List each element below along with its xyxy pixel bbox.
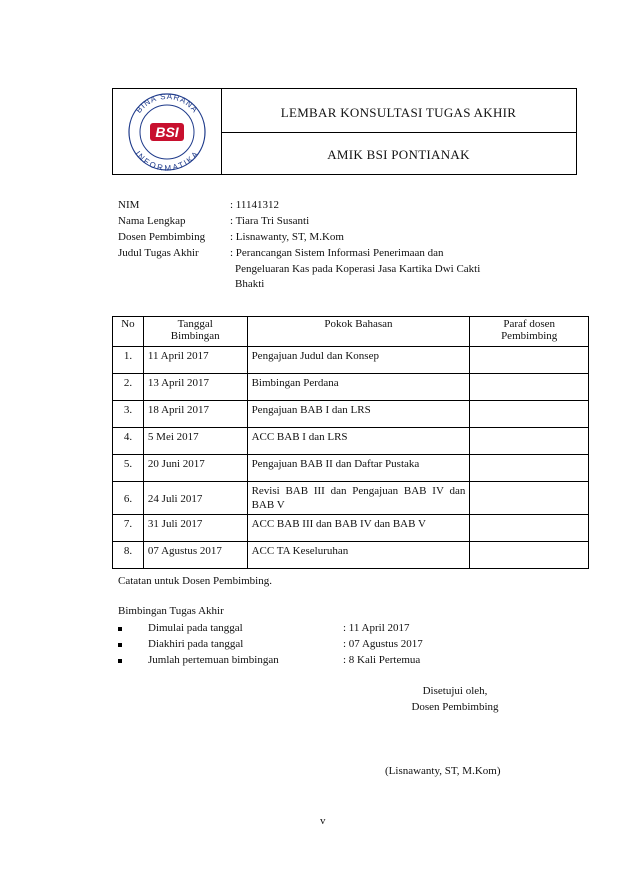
bimbingan-item-value: : 11 April 2017	[343, 622, 410, 634]
row-tanggal: 31 Juli 2017	[143, 515, 247, 542]
logo-text-top: BINA SARANA	[134, 91, 200, 115]
row-tanggal: 11 April 2017	[143, 347, 247, 374]
header-divider	[221, 132, 576, 133]
row-pokok: Pengajuan BAB II dan Daftar Pustaka	[247, 455, 470, 482]
row-pokok: Revisi BAB III dan Pengajuan BAB IV dan BAB V	[247, 482, 470, 515]
table-row	[113, 401, 589, 428]
judul-value-line-3: Bhakti	[235, 278, 265, 290]
header-tanggal	[143, 317, 247, 347]
table-row	[113, 347, 589, 374]
row-tanggal: 13 April 2017	[143, 374, 247, 401]
row-paraf	[470, 347, 589, 374]
row-no: 4.	[113, 428, 144, 455]
logo-text-bottom: INFORMATIKA	[133, 149, 201, 173]
document-title: LEMBAR KONSULTASI TUGAS AKHIR	[280, 105, 517, 120]
row-no: 2.	[113, 374, 144, 401]
header-paraf-line-1: Paraf dosen	[503, 318, 555, 330]
bimbingan-item-label: Jumlah pertemuan bimbingan	[148, 654, 279, 666]
row-pokok: Pengajuan Judul dan Konsep	[247, 347, 470, 374]
row-paraf	[470, 455, 589, 482]
table-row	[113, 428, 589, 455]
catatan-text: Catatan untuk Dosen Pembimbing.	[118, 575, 272, 587]
row-no: 8.	[113, 542, 144, 569]
row-paraf	[470, 374, 589, 401]
logo-cell	[113, 89, 222, 174]
row-no: 1.	[113, 347, 144, 374]
logo-inner-text: BSI	[155, 124, 179, 140]
bsi-logo	[122, 91, 212, 173]
document-subtitle: AMIK BSI PONTIANAK	[327, 147, 470, 162]
row-pokok: ACC BAB I dan LRS	[247, 428, 470, 455]
header-paraf-line-2: Pembimbing	[501, 330, 558, 342]
table-row	[113, 455, 589, 482]
judul-label: Judul Tugas Akhir	[118, 247, 199, 259]
bimbingan-item-label: Dimulai pada tanggal	[148, 622, 243, 634]
row-pokok: Pengajuan BAB I dan LRS	[247, 401, 470, 428]
row-no: 7.	[113, 515, 144, 542]
bullet-icon	[118, 627, 122, 631]
row-pokok: ACC BAB III dan BAB IV dan BAB V	[247, 515, 470, 542]
header-paraf	[470, 317, 589, 347]
nama-value: : Tiara Tri Susanti	[230, 215, 310, 227]
bullet-icon	[118, 643, 122, 647]
table-row	[113, 542, 589, 569]
bimbingan-item-value: : 07 Agustus 2017	[343, 638, 423, 650]
svg-text:BINA SARANA	[134, 92, 200, 115]
row-no: 5.	[113, 455, 144, 482]
dosen-label: Dosen Pembimbing	[118, 231, 206, 243]
row-tanggal: 07 Agustus 2017	[143, 542, 247, 569]
table-header-row	[113, 317, 589, 347]
table-row	[113, 374, 589, 401]
row-tanggal: 5 Mei 2017	[143, 428, 247, 455]
header-pokok: Pokok Bahasan	[247, 317, 470, 347]
header-no: No	[113, 317, 144, 347]
page-number: v	[320, 815, 326, 827]
bimbingan-item-value: : 8 Kali Pertemua	[343, 654, 421, 666]
nim-value: : 11141312	[230, 199, 279, 211]
row-paraf	[470, 542, 589, 569]
row-tanggal: 20 Juni 2017	[143, 455, 247, 482]
header-box	[112, 88, 577, 175]
table-row	[113, 515, 589, 542]
row-pokok: Bimbingan Perdana	[247, 374, 470, 401]
nama-label: Nama Lengkap	[118, 215, 186, 227]
approval-signer: (Lisnawanty, ST, M.Kom)	[385, 765, 501, 777]
header-tanggal-line-2: Bimbingan	[170, 330, 220, 342]
row-tanggal: 18 April 2017	[143, 401, 247, 428]
header-tanggal-line-1: Tanggal	[177, 318, 213, 330]
row-paraf	[470, 401, 589, 428]
judul-value-line-1: : Perancangan Sistem Informasi Penerimaan dan	[230, 247, 444, 259]
row-paraf	[470, 515, 589, 542]
judul-value-line-2: Pengeluaran Kas pada Koperasi Jasa Kartika Dwi Cakti	[235, 263, 481, 275]
dosen-value: : Lisnawanty, ST, M.Kom	[230, 231, 344, 243]
row-paraf	[470, 482, 589, 515]
bimbingan-item-label: Diakhiri pada tanggal	[148, 638, 244, 650]
row-no: 6.	[113, 482, 144, 515]
approval-line-2: Dosen Pembimbing	[411, 701, 499, 713]
consultation-table	[112, 316, 589, 569]
nim-label: NIM	[118, 199, 140, 211]
bimbingan-heading: Bimbingan Tugas Akhir	[118, 605, 224, 617]
table-row	[113, 482, 589, 515]
row-no: 3.	[113, 401, 144, 428]
row-paraf	[470, 428, 589, 455]
bullet-icon	[118, 659, 122, 663]
row-pokok: ACC TA Keseluruhan	[247, 542, 470, 569]
approval-line-1: Disetujui oleh,	[422, 685, 488, 697]
row-tanggal: 24 Juli 2017	[143, 482, 247, 515]
